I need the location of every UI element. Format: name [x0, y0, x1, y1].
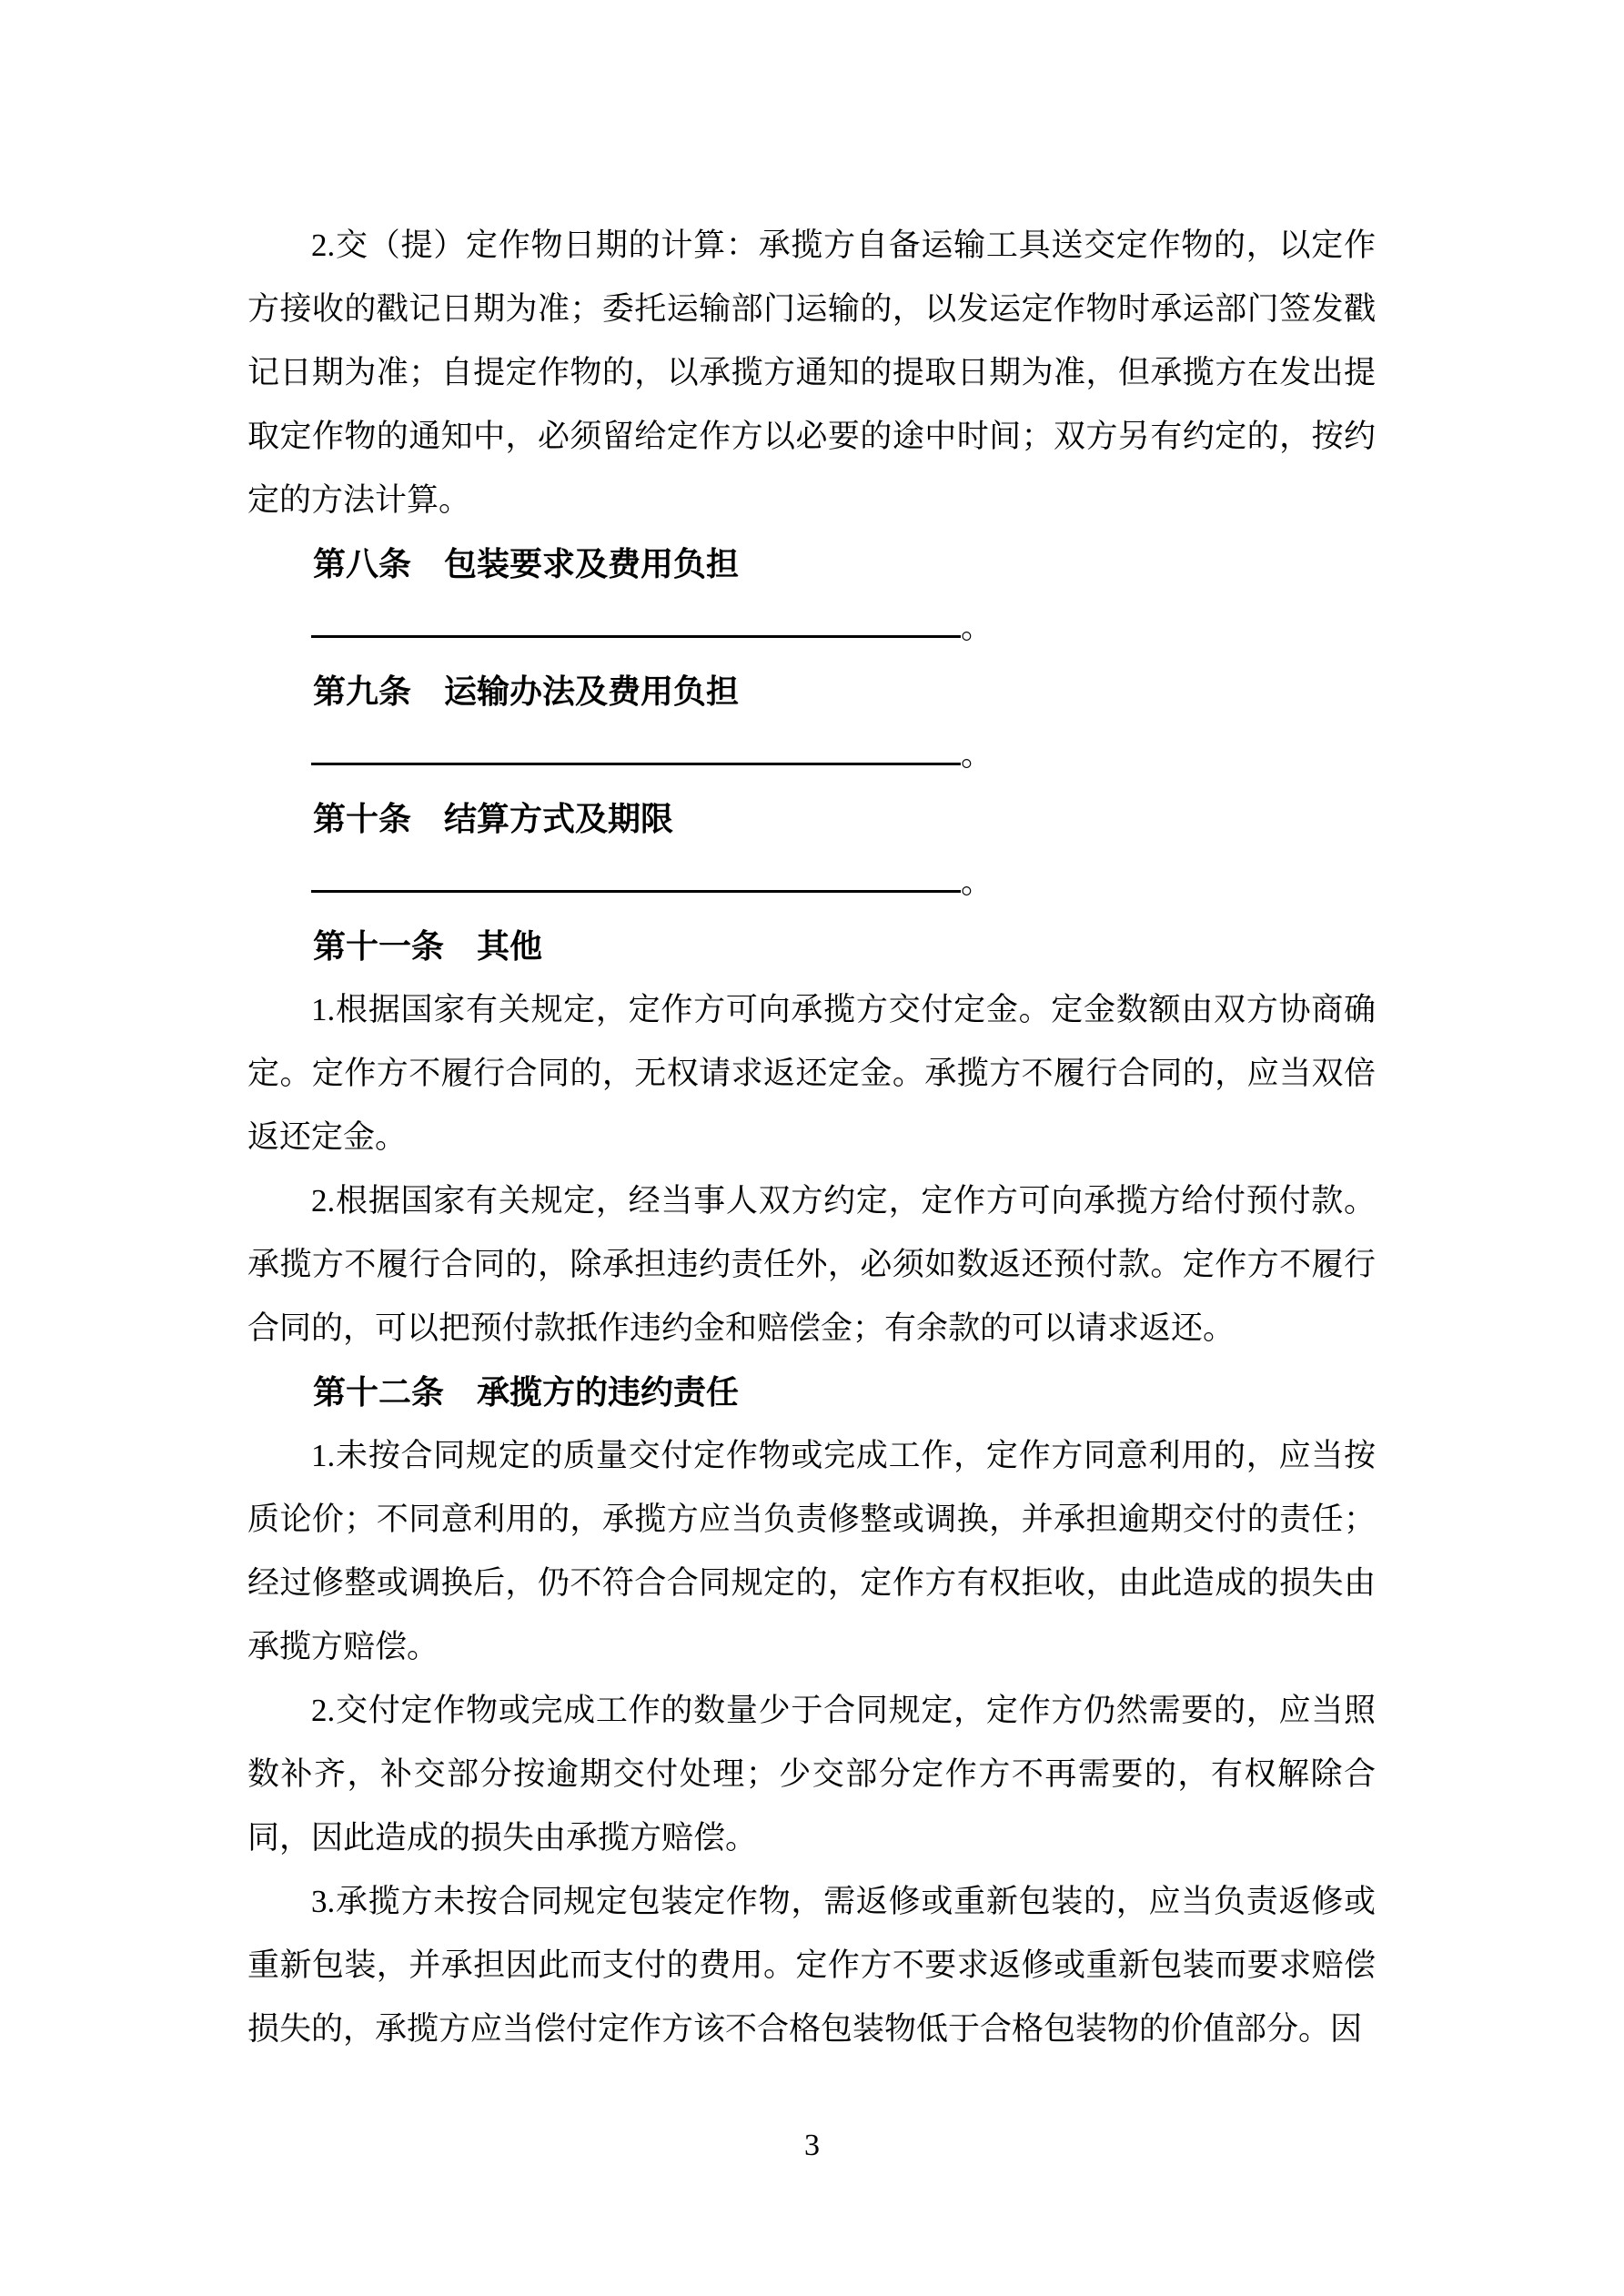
paragraph-delivery-date-calculation: 2.交（提）定作物日期的计算：承揽方自备运输工具送交定作物的，以定作方接收的戳记日期为准；委托运输部门运输的，以发运定作物时承运部门签发戳记日期为准；自提定作物的，以承揽方通知的提取日期为准，但承揽方在发出提取定作物的通知中，必须留给定作方以必要的途中时间；双方另有约定的，按约定的方法计算。 — [247, 228, 1376, 518]
paragraph-article-11-item-1: 1.根据国家有关规定，定作方可向承揽方交付定金。定金数额由双方协商确定。定作方不履行合同的，无权请求返还定金。承揽方不履行合同的，应当双倍返还定金。 — [247, 992, 1376, 1155]
blank-period: 。 — [961, 865, 994, 900]
blank-underline — [311, 858, 961, 893]
paragraph-article-12-item-3: 3.承揽方未按合同规定包装定作物，需返修或重新包装的，应当负责返修或重新包装，并承担因此而支付的费用。定作方不要求返修或重新包装而要求赔偿损失的，承揽方应当偿付定作方该不合格包装物低于合格包装物的价值部分。因 — [247, 1884, 1376, 2047]
fill-in-blank-article-9 — [247, 723, 1376, 787]
clause-heading-article-11: 第十一条 其他 — [313, 928, 543, 965]
clause-heading-article-9: 第九条 运输办法及费用负担 — [313, 673, 740, 710]
blank-period: 。 — [961, 610, 994, 645]
contract-body — [247, 214, 1376, 2061]
page-number: 3 — [804, 2129, 820, 2162]
fill-in-blank-article-10 — [247, 851, 1376, 915]
paragraph-article-12-item-2: 2.交付定作物或完成工作的数量少于合同规定，定作方仍然需要的，应当照数补齐，补交部分按逾期交付处理；少交部分定作方不再需要的，有权解除合同，因此造成的损失由承揽方赔偿。 — [247, 1693, 1376, 1856]
clause-heading-article-12: 第十二条 承揽方的违约责任 — [313, 1374, 740, 1411]
paragraph-article-12-item-1: 1.未按合同规定的质量交付定作物或完成工作，定作方同意利用的，应当按质论价；不同意利用的，承揽方应当负责修整或调换，并承担逾期交付的责任；经过修整或调换后，仍不符合合同规定的，定作方有权拒收，由此造成的损失由承揽方赔偿。 — [247, 1438, 1376, 1664]
fill-in-blank-article-8 — [247, 596, 1376, 660]
blank-underline — [311, 731, 961, 765]
paragraph-article-11-item-2: 2.根据国家有关规定，经当事人双方约定，定作方可向承揽方给付预付款。承揽方不履行合同的，除承担违约责任外，必须如数返还预付款。定作方不履行合同的，可以把预付款抵作违约金和赔偿金；有余款的可以请求返还。 — [247, 1183, 1376, 1346]
blank-period: 。 — [961, 737, 994, 773]
blank-underline — [311, 603, 961, 638]
clause-heading-article-10: 第十条 结算方式及期限 — [313, 801, 674, 837]
clause-heading-article-8: 第八条 包装要求及费用负担 — [313, 546, 740, 582]
